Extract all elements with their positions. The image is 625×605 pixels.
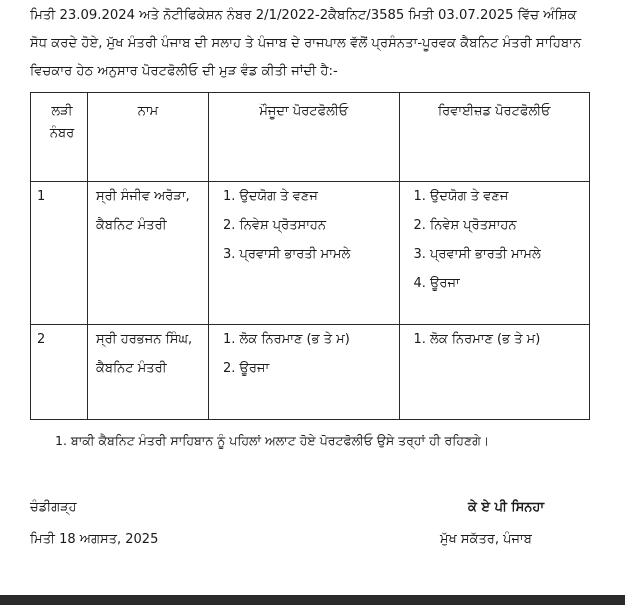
header-revised-text: ਰਿਵਾਈਜ਼ਡ ਪੋਰਟਫੋਲੀਓ xyxy=(437,104,551,119)
row2-revised-item: 1. ਲੋਕ ਨਿਰਮਾਣ (ਭ ਤੇ ਮ) xyxy=(413,332,541,347)
table-row xyxy=(31,182,590,325)
header-serial xyxy=(31,93,88,182)
intro-paragraph xyxy=(30,2,600,86)
table-row xyxy=(31,325,590,420)
header-current-text: ਮੌਜੂਦਾ ਪੋਰਟਫੋਲੀਓ xyxy=(259,104,349,119)
row1-name xyxy=(88,182,209,325)
row2-serial xyxy=(31,325,88,420)
header-name-text: ਨਾਮ xyxy=(137,104,159,119)
header-revised xyxy=(399,93,590,182)
row1-current-item: 1. ਉਦਯੋਗ ਤੇ ਵਣਜ xyxy=(223,189,318,204)
row2-serial-text: 2 xyxy=(37,332,46,347)
bottom-bar xyxy=(0,595,625,605)
table-header-row xyxy=(31,93,590,182)
footnote: 1. ਬਾਕੀ ਕੈਬਨਿਟ ਮੰਤਰੀ ਸਾਹਿਬਾਨ ਨੂੰ ਪਹਿਲਾਂ ਅਲਾਟ ਹੋਏ ਪੋਰਟਫੋਲੀਓ ਉਸੇ ਤਰ੍ਹਾਂ ਹੀ ਰਹਿਣਗੇ। xyxy=(55,433,490,448)
row1-revised-item: 2. ਨਿਵੇਸ਼ ਪ੍ਰੋਤਸਾਹਨ xyxy=(413,218,517,233)
signer-designation: ਮੁੱਖ ਸਕੱਤਰ, ਪੰਜਾਬ xyxy=(440,532,532,547)
row2-current-item: 2. ਊਰਜਾ xyxy=(223,361,270,376)
row1-revised xyxy=(399,182,590,325)
row2-current-item: 1. ਲੋਕ ਨਿਰਮਾਣ (ਭ ਤੇ ਮ) xyxy=(223,332,350,347)
header-serial-line1: ਲੜੀ xyxy=(51,104,73,119)
row2-name-line1: ਸ੍ਰੀ ਹਰਭਜਨ ਸਿੰਘ, xyxy=(96,332,193,347)
portfolio-table xyxy=(30,92,590,420)
intro-line-1: ਮਿਤੀ 23.09.2024 ਅਤੇ ਨੋਟੀਫਿਕੇਸ਼ਨ ਨੰਬਰ 2/1/2022-2ਕੈਬਨਿਟ/3585 ਮਿਤੀ 03.07.2025 ਵਿੱਚ ਅੰਸ਼ਿਕ xyxy=(30,8,577,23)
header-name xyxy=(88,93,209,182)
intro-line-2: ਸੋਧ ਕਰਦੇ ਹੋਏ, ਮੁੱਖ ਮੰਤਰੀ ਪੰਜਾਬ ਦੀ ਸਲਾਹ ਤੇ ਪੰਜਾਬ ਦੇ ਰਾਜਪਾਲ ਵੱਲੋਂ ਪ੍ਰਸੰਨਤਾ-ਪੂਰਵਕ ਕੈਬਨਿਟ ਮੰਤਰੀ ਸਾਹਿਬਾਨ xyxy=(30,36,582,51)
row1-revised-item: 3. ਪ੍ਰਵਾਸੀ ਭਾਰਤੀ ਮਾਮਲੇ xyxy=(413,247,541,262)
row1-name-line1: ਸ੍ਰੀ ਸੰਜੀਵ ਅਰੋੜਾ, xyxy=(96,189,190,204)
row1-current xyxy=(209,182,400,325)
signer-name: ਕੇ ਏ ਪੀ ਸਿਨਹਾ xyxy=(468,500,545,515)
header-current xyxy=(209,93,400,182)
row1-serial-text: 1 xyxy=(37,189,46,204)
issue-date: ਮਿਤੀ 18 ਅਗਸਤ, 2025 xyxy=(30,532,159,547)
row1-revised-item: 1. ਉਦਯੋਗ ਤੇ ਵਣਜ xyxy=(413,189,509,204)
row1-revised-item: 4. ਊਰਜਾ xyxy=(413,276,460,291)
header-serial-line2: ਨੰਬਰ xyxy=(49,126,75,141)
row2-current xyxy=(209,325,400,420)
place: ਚੰਡੀਗੜ੍ਹ xyxy=(30,500,77,515)
row1-current-item: 3. ਪ੍ਰਵਾਸੀ ਭਾਰਤੀ ਮਾਮਲੇ xyxy=(223,247,351,262)
row2-name xyxy=(88,325,209,420)
row1-current-item: 2. ਨਿਵੇਸ਼ ਪ੍ਰੋਤਸਾਹਨ xyxy=(223,218,327,233)
row2-revised xyxy=(399,325,590,420)
row1-serial xyxy=(31,182,88,325)
row1-name-line2: ਕੈਬਨਿਟ ਮੰਤਰੀ xyxy=(96,218,167,233)
row2-name-line2: ਕੈਬਨਿਟ ਮੰਤਰੀ xyxy=(96,361,167,376)
intro-line-3: ਵਿਚਕਾਰ ਹੇਠ ਅਨੁਸਾਰ ਪੋਰਟਫੋਲੀਓ ਦੀ ਮੁੜ ਵੰਡ ਕੀਤੀ ਜਾਂਦੀ ਹੈ:- xyxy=(30,64,338,79)
